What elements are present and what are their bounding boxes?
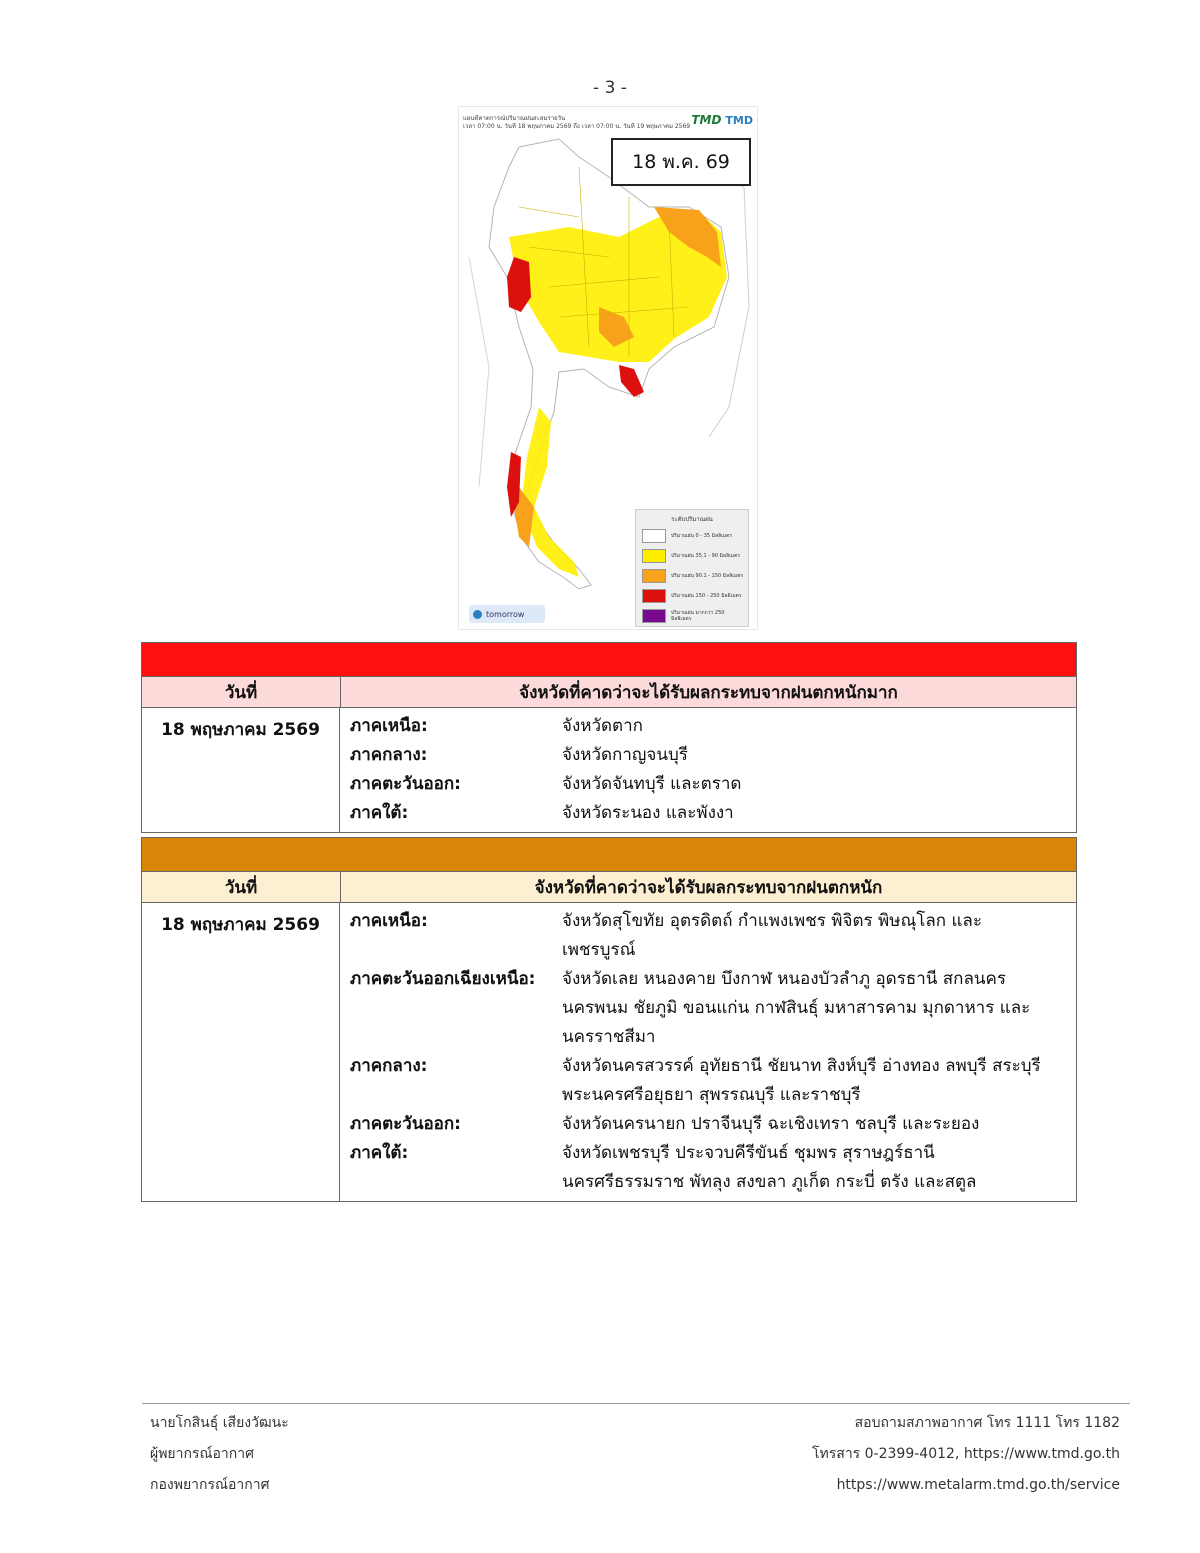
table-body: [142, 708, 1076, 832]
date-cell: 18 พฤษภาคม 2569: [142, 903, 340, 1201]
region-list: [340, 903, 1076, 1201]
region-name: ภาคเหนือ:: [350, 911, 428, 931]
region-row: [350, 1052, 1076, 1110]
page-number: - 3 -: [593, 78, 627, 98]
region-name: ภาคตะวันออกเฉียงเหนือ:: [350, 969, 536, 989]
footer-contact: [812, 1408, 1120, 1501]
region-provinces: จังหวัดเลย หนองคาย บึงกาฬ หนองบัวลำภู อุดรธานี สกลนคร นครพนม ชัยภูมิ ขอนแก่น กาฬสินธุ์ มหาสารคาม มุกดาหาร และนครราชสีมา: [562, 969, 1031, 1047]
legend-label: ปริมาณฝน 150 - 250 มิลลิเมตร: [671, 592, 742, 599]
legend-label: ปริมาณฝน มากกว่า 250 มิลลิเมตร: [671, 609, 725, 622]
orange-warning-bar: [142, 838, 1076, 872]
footer-divider: [142, 1403, 1130, 1404]
legend-label: ปริมาณฝน 0 - 35 มิลลิเมตร: [671, 532, 733, 539]
legend-item: [642, 587, 744, 604]
legend-item: [642, 607, 744, 624]
contact-service-link[interactable]: https://www.metalarm.tmd.go.th/service: [836, 1477, 1120, 1493]
region-name: ภาคใต้:: [350, 803, 409, 823]
region-name: ภาคเหนือ:: [350, 716, 428, 736]
region-provinces: จังหวัดนครนายก ปราจีนบุรี ฉะเชิงเทรา ชลบุรี และระยอง: [562, 1114, 980, 1134]
region-row: [350, 907, 1076, 965]
red-warning-bar: [142, 643, 1076, 677]
table-body: [142, 903, 1076, 1201]
table-header: [142, 677, 1076, 708]
forecaster-title: ผู้พยากรณ์อากาศ: [150, 1446, 254, 1462]
legend-swatch: [642, 569, 666, 583]
legend-swatch: [642, 529, 666, 543]
heavy-rain-table: [141, 837, 1077, 1202]
tmd-logo: TMD: [725, 114, 753, 127]
header-title: จังหวัดที่คาดว่าจะได้รับผลกระทบจากฝนตกหนักมาก: [519, 682, 898, 703]
region-provinces: จังหวัดตาก: [562, 716, 643, 736]
map-legend: [635, 509, 749, 627]
tmd-logo: TMD: [691, 113, 722, 127]
region-name: ภาคกลาง:: [350, 1056, 428, 1076]
region-row: [350, 741, 1076, 770]
region-name: ภาคใต้:: [350, 1143, 409, 1163]
region-name: ภาคกลาง:: [350, 745, 428, 765]
legend-title: ระดับปริมาณฝน: [671, 516, 713, 523]
region-provinces: จังหวัดสุโขทัย อุตรดิตถ์ กำแพงเพชร พิจิตร พิษณุโลก และเพชรบูรณ์: [562, 911, 982, 960]
region-row: [350, 1110, 1076, 1139]
header-title: จังหวัดที่คาดว่าจะได้รับผลกระทบจากฝนตกหนัก: [534, 877, 883, 898]
date-cell: 18 พฤษภาคม 2569: [142, 708, 340, 832]
legend-swatch: [642, 609, 666, 623]
tomorrow-logo-icon: [473, 610, 482, 619]
region-row: [350, 799, 1076, 828]
forecaster-division: กองพยากรณ์อากาศ: [150, 1477, 270, 1493]
header-date: วันที่: [142, 872, 341, 902]
footer-forecaster: [150, 1408, 289, 1501]
legend-swatch: [642, 589, 666, 603]
very-heavy-rain-table: [141, 642, 1077, 833]
agency-logos: [691, 113, 753, 127]
region-provinces: จังหวัดเพชรบุรี ประจวบคีรีขันธ์ ชุมพร สุราษฎร์ธานี นครศรีธรรมราช พัทลุง สงขลา ภูเก็ต กระบี่ ตรัง และสตูล: [562, 1143, 977, 1192]
region-row: [350, 770, 1076, 799]
map-caption-line: แผนที่คาดการณ์ปริมาณฝนสะสมรายวัน: [463, 115, 566, 122]
map-caption: [463, 115, 693, 131]
legend-item: [642, 567, 744, 584]
legend-label: ปริมาณฝน 35.1 - 90 มิลลิเมตร: [671, 552, 740, 559]
header-date: วันที่: [142, 677, 341, 707]
region-row: [350, 965, 1076, 1052]
forecaster-name: นายโกสินธุ์ เสียงวัฒนะ: [150, 1415, 289, 1431]
legend-item: [642, 527, 744, 544]
map-date-label: 18 พ.ค. 69: [611, 138, 751, 186]
region-provinces: จังหวัดจันทบุรี และตราด: [562, 774, 742, 794]
rainfall-forecast-map: [458, 106, 758, 630]
table-header: [142, 872, 1076, 903]
region-provinces: จังหวัดกาญจนบุรี: [562, 745, 688, 765]
contact-fax-website[interactable]: โทรสาร 0-2399-4012, https://www.tmd.go.th: [812, 1446, 1120, 1462]
legend-item: [642, 547, 744, 564]
tomorrow-credit-badge: [469, 605, 545, 623]
region-provinces: จังหวัดระนอง และพังงา: [562, 803, 734, 823]
contact-phone: สอบถามสภาพอากาศ โทร 1111 โทร 1182: [854, 1415, 1120, 1431]
region-list: [340, 708, 1076, 832]
legend-swatch: [642, 549, 666, 563]
region-row: [350, 712, 1076, 741]
tomorrow-credit-text: tomorrow: [486, 609, 525, 619]
region-provinces: จังหวัดนครสวรรค์ อุทัยธานี ชัยนาท สิงห์บุรี อ่างทอง ลพบุรี สระบุรี พระนครศรีอยุธยา สุพรรณบุรี และราชบุรี: [562, 1056, 1041, 1105]
region-row: [350, 1139, 1076, 1197]
map-caption-line: เวลา 07:00 น. วันที่ 18 พฤษภาคม 2569 ถึง เวลา 07:00 น. วันที่ 19 พฤษภาคม 2569: [463, 123, 691, 130]
region-name: ภาคตะวันออก:: [350, 774, 461, 794]
region-name: ภาคตะวันออก:: [350, 1114, 461, 1134]
legend-label: ปริมาณฝน 90.1 - 150 มิลลิเมตร: [671, 572, 744, 579]
